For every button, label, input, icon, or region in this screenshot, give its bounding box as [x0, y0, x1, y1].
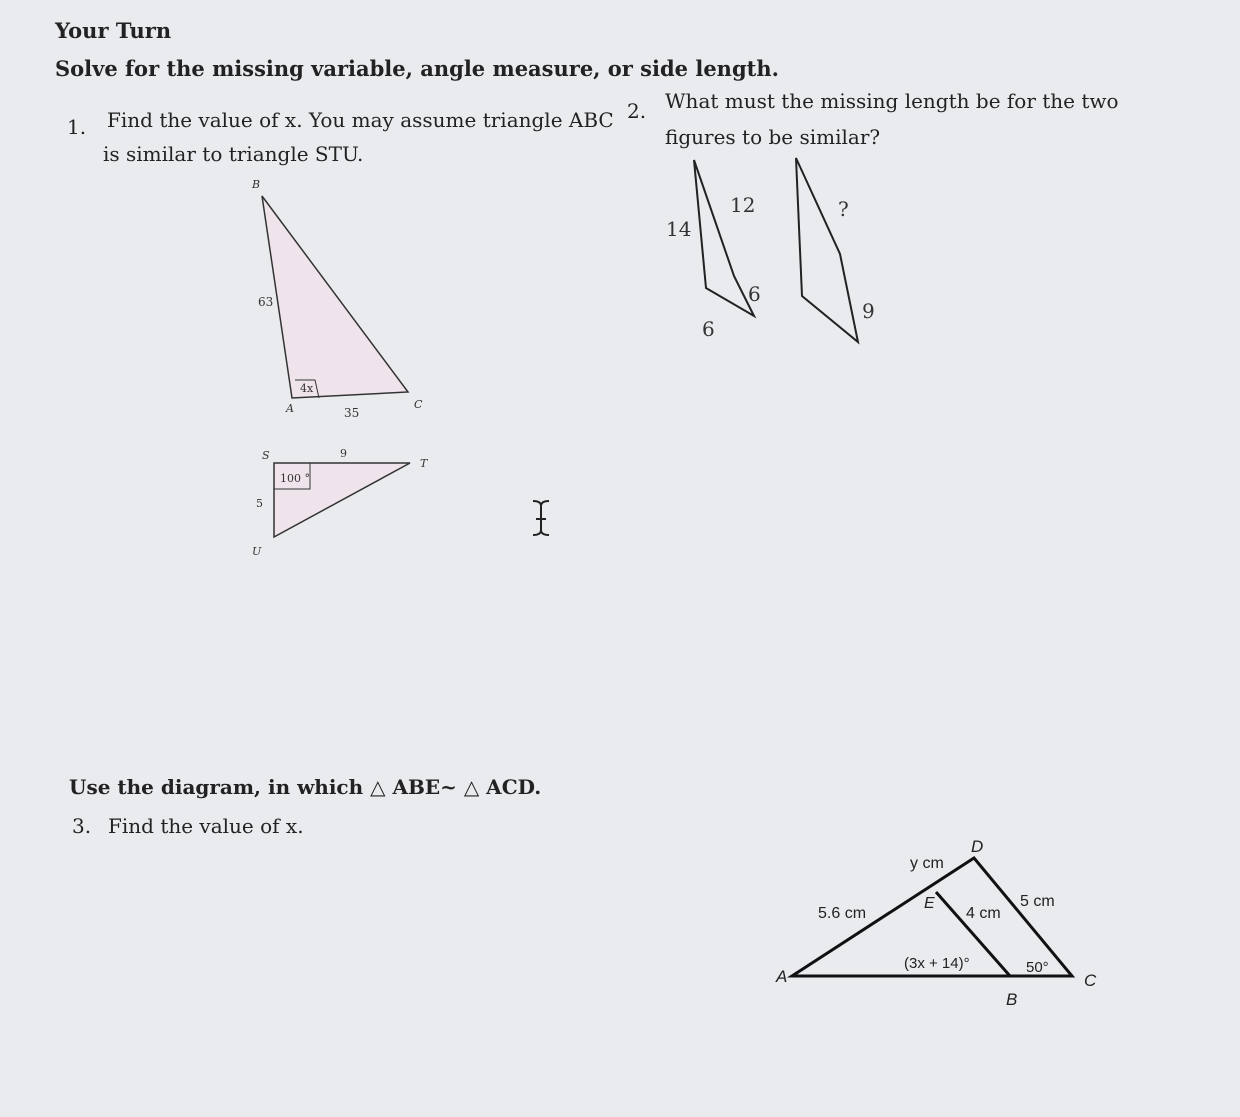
vertex-a-label: A	[286, 402, 294, 415]
vertex-s-label: S	[262, 449, 270, 462]
vertex-b-label: B	[252, 178, 261, 191]
angle-a-label: 4x	[300, 382, 314, 395]
side-st-label: 9	[340, 447, 347, 460]
q2-figures	[660, 150, 920, 350]
angle-c-label: 50°	[1026, 959, 1049, 976]
side-ed-label: y cm	[910, 855, 944, 872]
vertex-u-label: U	[252, 545, 262, 558]
vertex-d-label: D	[971, 837, 984, 856]
side-su-label: 5	[256, 497, 263, 510]
q1-number: 1.	[67, 115, 87, 139]
side-ae-label: 5.6 cm	[818, 905, 867, 922]
fig2-top-label: ?	[838, 197, 849, 221]
triangle-abc-diagram	[240, 170, 440, 430]
q2-text-line1: What must the missing length be for the two	[665, 89, 1119, 113]
quadrilateral-1	[694, 160, 754, 316]
q2-number: 2.	[627, 99, 647, 123]
vertex-c-label: C	[1084, 971, 1097, 990]
vertex-a-label: A	[776, 967, 788, 986]
vertex-b-label: B	[1006, 990, 1018, 1009]
q3-text: Find the value of x.	[108, 814, 304, 838]
q1-text-line2: is similar to triangle STU.	[103, 142, 364, 166]
side-ac-label: 35	[344, 406, 360, 420]
side-eb-label: 4 cm	[966, 905, 1001, 922]
triangle-stu-diagram	[250, 445, 450, 565]
fig1-bottom-label: 6	[702, 317, 715, 341]
q3-number: 3.	[72, 814, 92, 838]
fig2-right-label: 9	[862, 299, 875, 323]
side-dc-label: 5 cm	[1020, 893, 1055, 910]
fig1-top-label: 12	[730, 193, 756, 217]
side-ab-label: 63	[258, 295, 274, 309]
q2-text-line2: figures to be similar?	[665, 125, 881, 149]
vertex-t-label: T	[420, 457, 428, 470]
instructions: Solve for the missing variable, angle measure, or side length.	[55, 56, 779, 81]
vertex-c-label: C	[414, 398, 423, 411]
angle-b-label: (3x + 14)°	[904, 955, 970, 972]
quadrilateral-2	[796, 158, 858, 342]
q3-intro: Use the diagram, in which △ ABE~ △ ACD.	[69, 775, 542, 799]
angle-s-label: 100 °	[280, 472, 310, 485]
triangle-abc	[262, 196, 408, 398]
q3-diagram	[770, 830, 1110, 1020]
fig1-left-label: 14	[666, 217, 692, 241]
q1-text-line1: Find the value of x. You may assume triangle ABC	[107, 108, 614, 132]
page-title: Your Turn	[55, 18, 172, 43]
text-cursor-icon	[529, 498, 553, 538]
fig1-right-label: 6	[748, 282, 761, 306]
vertex-e-label: E	[924, 895, 935, 912]
